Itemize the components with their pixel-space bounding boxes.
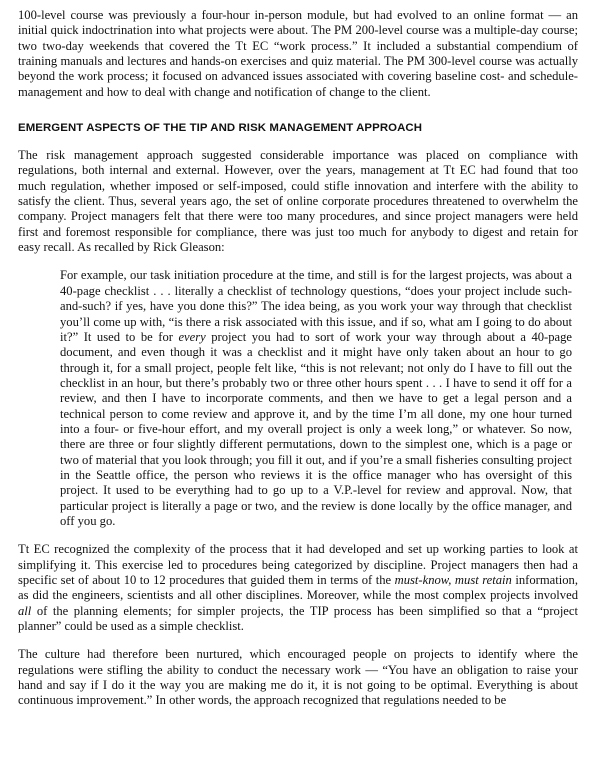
simplification-part-2: information, as did the engineers, scientists and all other disciplines. Moreover, while the most complex projects involved [18,573,578,603]
simplification-part-1: Tt EC recognized the complexity of the process that it had developed and set up working parties to look at simplifying it. This exercise led to procedures being categorized by discipline. Project managers then had a specific set of about 10 to 12 procedures that guided them in terms of the [18,542,578,587]
simplification-part-3: of the planning elements; for simpler projects, the TIP process has been simplified so that a “project planner” could be used as a simple checklist. [18,603,578,634]
quote-text-part-2: project you had to sort of work your way through about a 40-page document, and even though it was a checklist and it might have only taken about an hour to go through it, for a small project, people felt like, “this is not relevant; not only do I have to fill out the checklist in an hour, but there’s probably two or three other hours spent . . . I have to send it off for a review, and then I have to incorporate comments, and then we have to get a legal person and a technical person to come review and approve it, and by the time I’m all done, my one hour turned into a four- or five-hour effort, and my overall project is only a week long,” or whatever. So now, there are three or four slightly different permutations, down to the simplest one, which is a page or two of material that you look through; you fill it out, and if you’re a small fisheries consulting project in the Seattle office, the person who reviews it is the office manager who has oversight of this project. It used to be everything had to go up to a V.P.-level for review and approval. Now, that particular project is literally a page or two, and the review is done locally by the office manager, and off you go. [60,329,572,528]
paragraph-course-levels: 100-level course was previously a four-hour in-person module, but had evolved to an online format — an initial quick indoctrination into what projects were about. The PM 200-level course was a multiple-day course; two two-day weekends that covered the Tt EC “work process.” It included a substantial compendium of training manuals and lectures and hands-on exercises and quiz material. The PM 300-level course was actually beyond the work process; it focused on advanced issues associated with covering baseline cost- and schedule-management and how to deal with change and notification of change to the client. [18,8,578,99]
paragraph-culture: The culture had therefore been nurtured, which encouraged people on projects to identify where the regulations were stifling the ability to conduct the necessary work — “You have an obligation to raise your hand and say if I do it the way you are making me do it, it is not going to be optimal. Everything is about continuous improvement.” In other words, the approach recognized that regulations needed to be [18,647,578,708]
section-heading: EMERGENT ASPECTS OF THE TIP AND RISK MANAGEMENT APPROACH [18,122,423,135]
quote-text-part-1: For example, our task initiation procedure at the time, and still is for the largest projects, was about a 40-page checklist . . . literally a checklist of technology questions, “does your project include such-and-such? if yes, have you done this?” The idea being, as you work your way through that checklist you’ll come up with, “is there a risk associated with this issue, and if so, what am I going to do about it?” It used to be for [60,268,572,344]
simplification-emphasis-must-know: must-know, must retain [394,573,512,587]
quote-emphasis: every [178,329,206,344]
paragraph-simplification [18,542,578,634]
document-page [18,8,578,709]
block-quote-rick-gleason [60,268,572,529]
paragraph-risk-approach: The risk management approach suggested considerable importance was placed on compliance with regulations, both internal and external. However, over the years, management at Tt EC had found that too much regulation, whether imposed or self-imposed, could stifle innovation and interfere with the ability to satisfy the client. Thus, several years ago, the set of online corporate procedures threatened to overwhelm the company. Project managers felt that there were too many procedures, and since project managers were held first and foremost responsible for compliance, there was just too much for anybody to digest and retain for easy recall. As recalled by Rick Gleason: [18,148,578,255]
quote-text [60,268,572,529]
simplification-emphasis-all: all [18,603,32,618]
